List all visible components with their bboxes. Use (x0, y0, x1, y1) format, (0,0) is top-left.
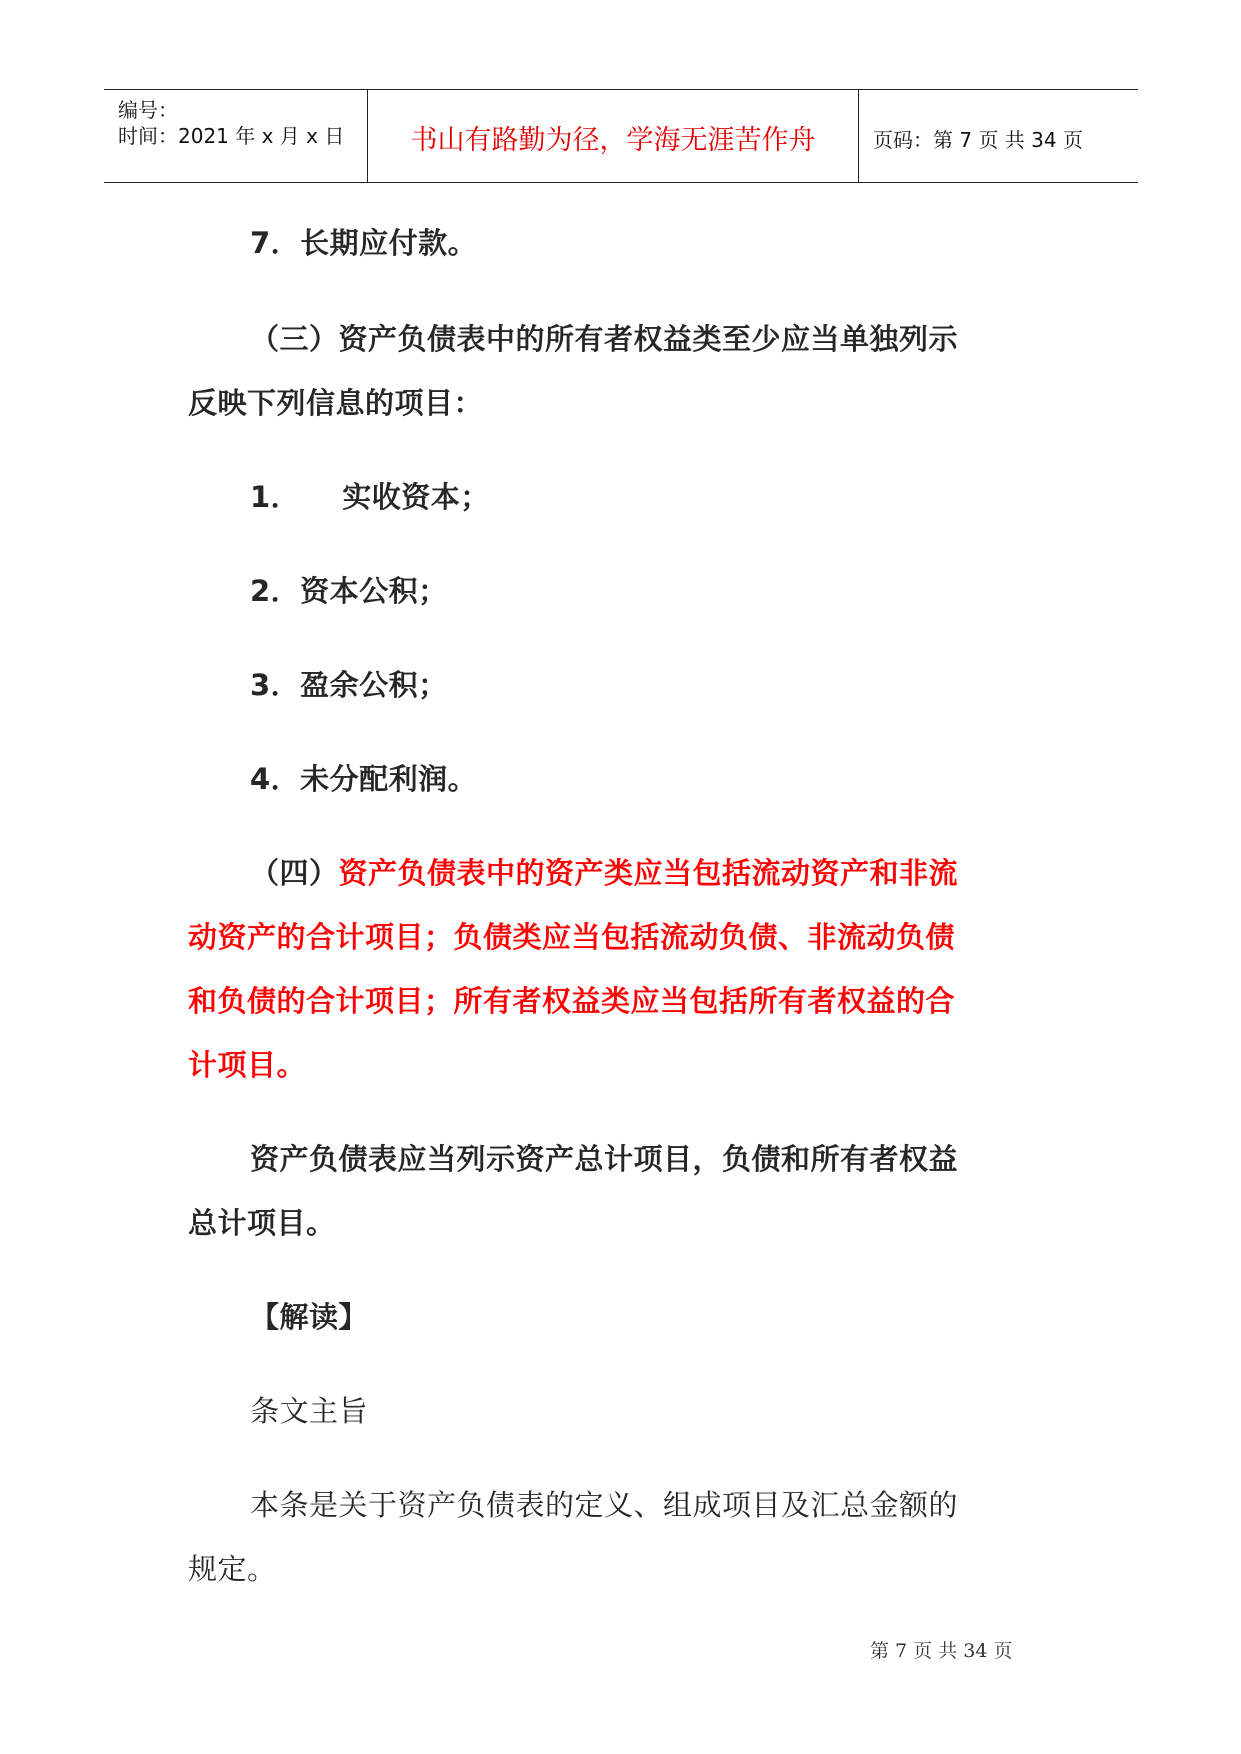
page-header (104, 89, 1138, 183)
document-code-label: 编号： (118, 98, 178, 122)
section-4-highlight-2: 动资产的合计项目；负债类应当包括流动负债、非流动负债 (188, 920, 956, 954)
section-4-line-1 (250, 855, 958, 891)
header-left-cell (104, 90, 368, 182)
section-4-highlight-3: 和负债的合计项目；所有者权益类应当包括所有者权益的合 (188, 984, 956, 1018)
section-4-prefix: （四） (250, 856, 339, 890)
interpretation-heading: 【解读】 (250, 1300, 369, 1334)
section-3-line-2: 反映下列信息的项目： (188, 386, 484, 420)
purpose-line-2: 规定。 (188, 1552, 277, 1586)
section-3-line-1: （三）资产负债表中的所有者权益类至少应当单独列示 (250, 322, 959, 356)
equity-item-3: 3．盈余公积； (250, 668, 448, 702)
list-item-long-term-payables: 7．长期应付款。 (250, 226, 478, 260)
header-motto: 书山有路勤为径，学海无涯苦作舟 (410, 125, 816, 156)
equity-item-2: 2．资本公积； (250, 574, 448, 608)
equity-item-1-text: 实收资本； (342, 480, 490, 514)
equity-item-4: 4．未分配利润。 (250, 762, 478, 796)
totals-line-1: 资产负债表应当列示资产总计项目，负债和所有者权益 (250, 1142, 959, 1176)
purpose-heading: 条文主旨 (250, 1394, 369, 1428)
header-page-number: 页码：第 7 页 共 34 页 (873, 128, 1083, 152)
totals-line-2: 总计项目。 (188, 1206, 336, 1240)
footer-page-number: 第 7 页 共 34 页 (870, 1640, 1013, 1662)
equity-item-1-number: 1． (250, 480, 301, 514)
document-time-label: 时间：2021 年 x 月 x 日 (118, 124, 345, 148)
equity-item-1 (250, 479, 490, 515)
section-4-highlight-1: 资产负债表中的资产类应当包括流动资产和非流 (338, 856, 959, 890)
header-middle-cell (368, 90, 859, 182)
section-4-highlight-4: 计项目。 (188, 1048, 307, 1082)
purpose-line-1: 本条是关于资产负债表的定义、组成项目及汇总金额的 (250, 1488, 959, 1522)
header-right-cell (859, 90, 1138, 182)
